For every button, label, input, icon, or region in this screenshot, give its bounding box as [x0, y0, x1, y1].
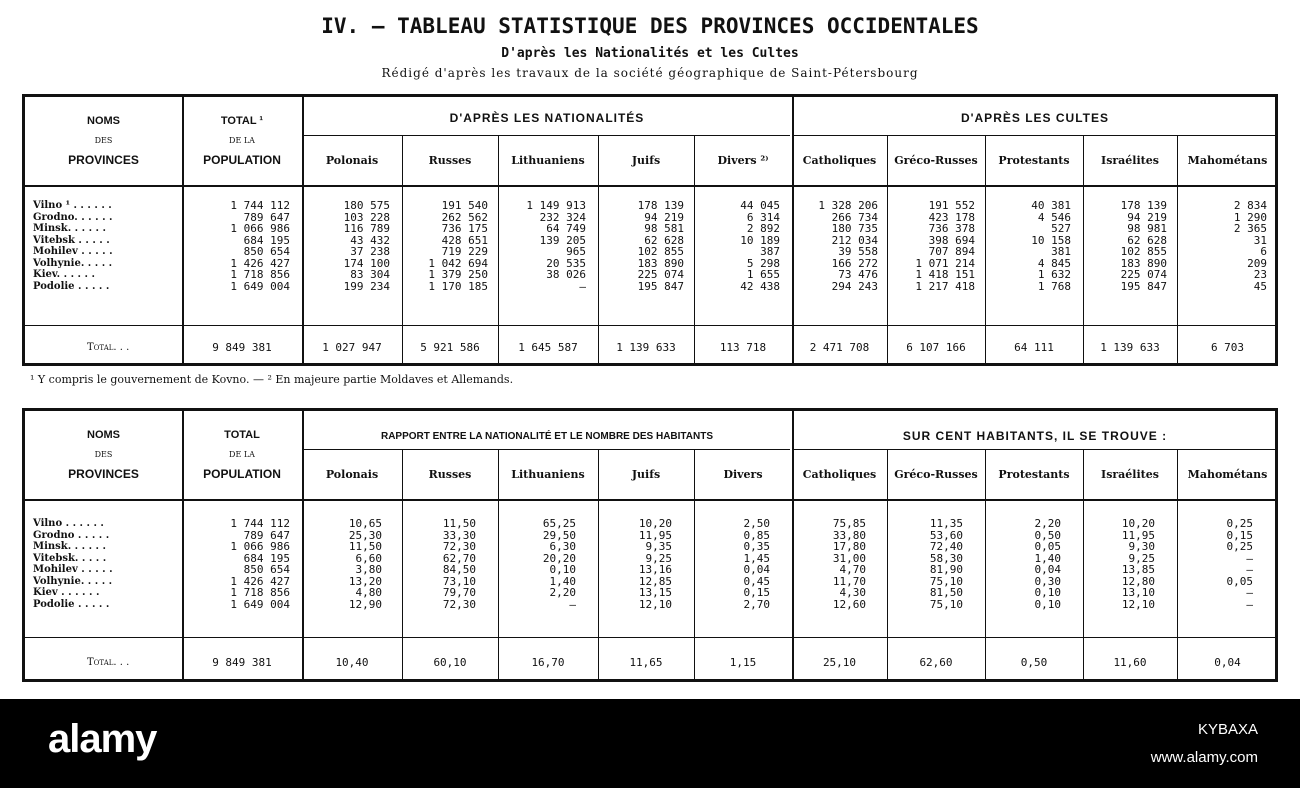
header-noms-2: NOMS	[87, 429, 120, 441]
total-greco-russes: 6 107 166	[906, 341, 966, 354]
total-pct-catholiques: 25,10	[822, 656, 857, 669]
col-header-juifs: Juifs	[631, 154, 661, 167]
col-header-polonais-2: Polonais	[325, 468, 379, 481]
population-values: 1 744 112 789 647 1 066 986 684 195 850 654 1 426 427 1 718 856 1 649 004	[230, 199, 290, 293]
header-population-2: POPULATION	[203, 467, 281, 481]
pct-mahometans-values: 0,25 0,15 0,25 — — 0,05 — —	[1226, 517, 1253, 611]
col-header-mahometans-2: Mahométans	[1187, 468, 1268, 481]
col-catholiques-values: 1 328 206 266 734 180 735 212 034 39 558 166 272 73 476 294 243	[818, 199, 878, 293]
col-header-catholiques: Catholiques	[802, 154, 877, 167]
total-russes: 5 921 586	[420, 341, 480, 354]
col-header-lithuaniens-2: Lithuaniens	[511, 468, 585, 481]
total-pct-lithuaniens: 16,70	[531, 656, 565, 669]
page-subtitle: D'après les Nationalités et les Cultes	[501, 46, 799, 61]
header-population: POPULATION	[203, 153, 281, 167]
province-names-2: Vilno . . . . . . Grodno . . . . . Minsk. . . . . . Vitebsk. . . . . Mohilev . . . . . Volhynie. . . . . Kiev . . . . . . Podolie . . . . .	[33, 518, 113, 610]
total-label: Total. . .	[87, 342, 130, 353]
col-divers-values: 44 045 6 314 2 892 10 189 387 5 298 1 655 42 438	[740, 199, 780, 293]
col-header-greco-russes-2: Gréco-Russes	[894, 468, 978, 481]
pct-israelites-values: 10,20 11,95 9,30 9,25 13,85 12,80 13,10 12,10	[1121, 517, 1155, 611]
pct-russes-values: 11,50 33,30 72,30 62,70 84,50 73,10 79,70 72,30	[442, 517, 476, 611]
total-pct-protestants: 0,50	[1020, 656, 1048, 669]
col-header-russes-2: Russes	[428, 468, 472, 481]
total-polonais: 1 027 947	[322, 341, 382, 354]
col-header-protestants: Protestants	[998, 154, 1070, 167]
col-header-catholiques-2: Catholiques	[802, 468, 877, 481]
table-absolute-figures	[22, 94, 1278, 366]
group-header-cultes: D'APRÈS LES CULTES	[961, 111, 1109, 125]
col-header-lithuaniens: Lithuaniens	[511, 154, 585, 167]
col-header-divers-2: Divers	[723, 468, 763, 481]
total-pct-polonais: 10,40	[335, 656, 369, 669]
page-title: IV. — TABLEAU STATISTIQUE DES PROVINCES OCCIDENTALES	[321, 14, 979, 38]
total-population-2: 9 849 381	[212, 656, 272, 669]
header-des: DES	[94, 136, 113, 145]
total-label-2: Total. . .	[87, 657, 130, 668]
col-mahometans-values: 2 834 1 290 2 365 31 6 209 23 45	[1233, 199, 1267, 293]
col-header-divers: Divers ²⁾	[717, 154, 769, 167]
total-lithuaniens: 1 645 587	[518, 341, 578, 354]
col-lithuaniens-values: 1 149 913 232 324 64 749 139 205 965 20 535 38 026 —	[526, 199, 586, 293]
header-total-2: TOTAL	[224, 429, 260, 441]
header-provinces: PROVINCES	[68, 153, 139, 167]
pct-polonais-values: 10,65 25,30 11,50 6,60 3,80 13,20 4,80 12,90	[348, 517, 382, 611]
pct-protestants-values: 2,20 0,50 0,05 1,40 0,04 0,30 0,10 0,10	[1034, 517, 1061, 611]
table-percentages	[22, 408, 1278, 682]
total-population: 9 849 381	[212, 341, 272, 354]
population-values-2: 1 744 112 789 647 1 066 986 684 195 850 654 1 426 427 1 718 856 1 649 004	[230, 517, 290, 611]
col-header-russes: Russes	[428, 154, 472, 167]
group-header-rapport: RAPPORT ENTRE LA NATIONALITÉ ET LE NOMBRE DES HABITANTS	[380, 431, 714, 442]
col-header-mahometans: Mahométans	[1187, 154, 1268, 167]
header-de-la-2: DE LA	[229, 450, 255, 459]
col-header-juifs-2: Juifs	[631, 468, 661, 481]
total-protestants: 64 111	[1014, 341, 1054, 354]
col-russes-values: 191 540 262 562 736 175 428 651 719 229 1 042 694 1 379 250 1 170 185	[428, 199, 488, 293]
col-israelites-values: 178 139 94 219 98 981 62 628 102 855 183 890 225 074 195 847	[1120, 199, 1167, 293]
pct-juifs-values: 10,20 11,95 9,35 9,25 13,16 12,85 13,15 12,10	[638, 517, 672, 611]
header-des-2: DES	[94, 450, 113, 459]
col-protestants-values: 40 381 4 546 527 10 158 381 4 845 1 632 1 768	[1031, 199, 1071, 293]
col-juifs-values: 178 139 94 219 98 581 62 628 102 855 183 890 225 074 195 847	[637, 199, 684, 293]
pct-greco-russes-values: 11,35 53,60 72,40 58,30 81,90 75,10 81,50 75,10	[929, 517, 963, 611]
footnote: ¹ Y compris le gouvernement de Kovno. — ² En majeure partie Moldaves et Allemands.	[30, 373, 514, 386]
total-israelites: 1 139 633	[1100, 341, 1160, 354]
col-greco-russes-values: 191 552 423 178 736 378 398 694 707 894 1 071 214 1 418 151 1 217 418	[915, 199, 975, 293]
group-header-sur-cent: SUR CENT HABITANTS, IL SE TROUVE :	[902, 429, 1168, 443]
header-de-la: DE LA	[229, 136, 255, 145]
pct-divers-values: 2,50 0,85 0,35 1,45 0,04 0,45 0,15 2,70	[743, 517, 770, 611]
watermark-band	[0, 699, 1300, 788]
site-url: www.alamy.com	[1150, 749, 1258, 766]
header-provinces-2: PROVINCES	[68, 467, 139, 481]
col-header-polonais: Polonais	[325, 154, 379, 167]
total-catholiques: 2 471 708	[809, 341, 870, 354]
col-header-israelites: Israélites	[1101, 154, 1159, 167]
col-header-protestants-2: Protestants	[998, 468, 1070, 481]
total-pct-greco-russes: 62,60	[919, 656, 953, 669]
total-pct-juifs: 11,65	[629, 656, 663, 669]
total-juifs: 1 139 633	[616, 341, 676, 354]
header-noms: NOMS	[87, 115, 120, 127]
group-header-nationalites: D'APRÈS LES NATIONALITÉS	[449, 111, 645, 125]
total-pct-mahometans: 0,04	[1214, 656, 1241, 669]
header-total: TOTAL ¹	[220, 115, 264, 127]
pct-catholiques-values: 75,85 33,80 17,80 31,00 4,70 11,70 4,30 12,60	[832, 517, 866, 611]
col-polonais-values: 180 575 103 228 116 789 43 432 37 238 174 100 83 304 199 234	[343, 199, 390, 293]
total-pct-russes: 60,10	[433, 656, 467, 669]
total-mahometans: 6 703	[1210, 341, 1245, 354]
province-names: Vilno ¹ . . . . . . Grodno. . . . . . Minsk. . . . . . Vitebsk . . . . . Mohilev . . . . . Volhynie. . . . . Kiev. . . . . . Podolie . . . . .	[33, 200, 113, 292]
col-header-greco-russes: Gréco-Russes	[894, 154, 978, 167]
source-line: Rédigé d'après les travaux de la société géographique de Saint-Pétersbourg	[381, 66, 919, 80]
col-header-israelites-2: Israélites	[1101, 468, 1159, 481]
alamy-logo: alamy	[48, 717, 157, 761]
total-divers: 113 718	[719, 341, 767, 354]
total-pct-israelites: 11,60	[1113, 656, 1147, 669]
pct-lithuaniens-values: 65,25 29,50 6,30 20,20 0,10 1,40 2,20 —	[542, 517, 576, 611]
total-pct-divers: 1,15	[729, 656, 757, 669]
image-id: KYBAXA	[1197, 721, 1258, 738]
